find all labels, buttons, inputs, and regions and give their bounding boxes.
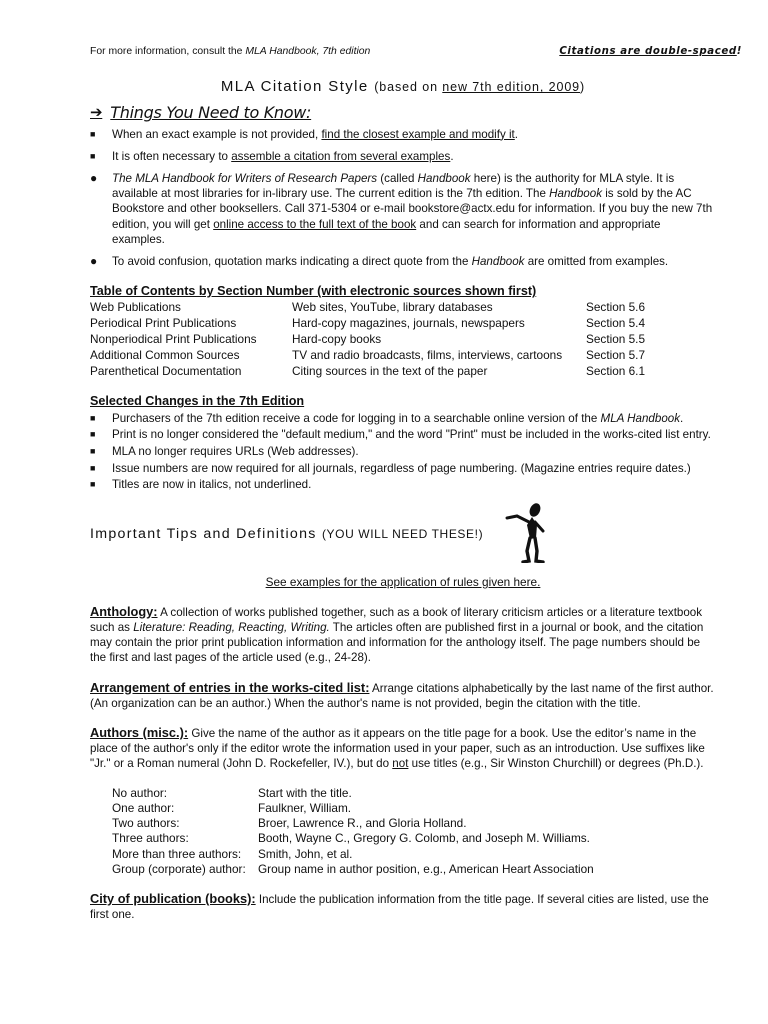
- table-row: More than three authors: Smith, John, et al.: [112, 846, 353, 861]
- page-title: MLA Citation Style (based on new 7th edition, 2009): [220, 78, 586, 96]
- things-heading: ➔ Things You Need to Know:: [90, 103, 312, 123]
- examples-note: See examples for the application of rules given here.: [265, 574, 541, 589]
- list-item: ■ It is often necessary to assemble a citation from several examples.: [90, 149, 454, 163]
- header-note: For more information, consult the MLA Handbook, 7th edition: [90, 46, 371, 57]
- table-row: Web Publications Web sites, YouTube, library databases Section 5.6: [90, 300, 646, 315]
- round-bullet-icon: ●: [90, 171, 98, 186]
- table-row: Three authors: Booth, Wayne C., Gregory G. Colomb, and Joseph M. Williams.: [112, 831, 590, 846]
- title-edition: (based on new 7th edition, 2009): [374, 80, 586, 95]
- table-row: Parenthetical Documentation Citing sources in the text of the paper Section 6.1: [90, 364, 646, 379]
- table-row: One author: Faulkner, William.: [112, 800, 352, 815]
- arrow-right-icon: ➔: [90, 103, 103, 122]
- square-bullet-icon: ■: [90, 150, 96, 161]
- square-bullet-icon: ■: [90, 446, 96, 457]
- list-item: ■ Purchasers of the 7th edition receive a code for logging in to a searchable online version of the MLA Handbook.: [90, 411, 684, 425]
- changes-list: [90, 411, 716, 493]
- city-definition: City of publication (books): Include the publication information from the title page. If several cities are listed, use the first one.: [90, 890, 709, 922]
- author-examples-table: [112, 786, 594, 877]
- list-item: ■ When an exact example is not provided, find the closest example and modify it.: [90, 127, 519, 141]
- table-row: Additional Common Sources TV and radio broadcasts, films, interviews, cartoons Section 5.7: [90, 348, 646, 363]
- table-row: Periodical Print Publications Hard-copy magazines, journals, newspapers Section 5.4: [90, 316, 646, 331]
- table-row: Group (corporate) author: Group name in author position, e.g., American Heart Association: [112, 861, 594, 876]
- square-bullet-icon: ■: [90, 462, 96, 473]
- list-item: ■ MLA no longer requires URLs (Web addresses).: [90, 445, 359, 459]
- page-header: [90, 44, 742, 59]
- square-bullet-icon: ■: [90, 429, 96, 440]
- list-item: ■ Titles are now in italics, not underlined.: [90, 478, 312, 492]
- square-bullet-icon: ■: [90, 412, 96, 423]
- list-item: ● To avoid confusion, quotation marks indicating a direct quote from the Handbook are omitted from examples.: [90, 254, 669, 269]
- toc-table: [90, 299, 716, 379]
- tips-heading: Important Tips and Definitions (YOU WILL NEED THESE!): [90, 513, 716, 563]
- table-row: Nonperiodical Print Publications Hard-copy books Section 5.5: [90, 332, 646, 347]
- table-row: No author: Start with the title.: [112, 785, 352, 800]
- list-item: ■ Issue numbers are now required for all journals, regardless of page numbering. (Magazine entries require dates.): [90, 461, 691, 475]
- anthology-definition: Anthology: A collection of works published together, such as a book of literary criticism articles or a literature textbook such as Literature: Reading, Reacting, Writing. The articles often are published first in a journal or book, and the citation may contain the prior print publication information and information for the anthology itself. The page numbers should be the first and last pages of the article used (e.g., 24-28).: [90, 603, 704, 665]
- square-bullet-icon: ■: [90, 128, 96, 139]
- table-row: Two authors: Broer, Lawrence R., and Gloria Holland.: [112, 816, 467, 831]
- authors-definition: Authors (misc.): Give the name of the author as it appears on the title page for a book. Use the editor’s name in the place of the author's only if the editor wrote the information used in your paper, such as an introduction. Use suffixes like "Jr." or a Roman numeral (John D. Rockefeller, IV.), but do not use titles (e.g., Sir Winston Churchill) or degrees (Ph.D.).: [90, 725, 705, 771]
- things-list: [90, 127, 716, 270]
- arrangement-definition: Arrangement of entries in the works-cited list: Arrange citations alphabetically by the last name of the first author. (An organization can be an author.) When the author's name is not provided, begin the citation with the title.: [90, 679, 714, 710]
- round-bullet-icon: ●: [90, 254, 98, 269]
- changes-heading: Selected Changes in the 7th Edition: [90, 394, 305, 409]
- list-item: ● The MLA Handbook for Writers of Research Papers (called Handbook here) is the authority for MLA style. It is available at most libraries for in-library use. The current edition is the 7th edition. The Handbook is sold by the AC Bookstore and other booksellers. Call 371-5304 or e-mail bookstore@actx.edu for information. If you buy the new 7th edition, you will get online access to the full text of the book and can search for information and appropriate examples.: [90, 171, 713, 246]
- pointing-stick-figure-icon: [503, 501, 553, 563]
- double-spaced-note: Citations are double-spaced!: [559, 46, 742, 57]
- square-bullet-icon: ■: [90, 479, 96, 490]
- list-item: ■ Print is no longer considered the "default medium," and the word "Print" must be included in the works-cited list entry.: [90, 428, 711, 442]
- toc-heading: Table of Contents by Section Number (with electronic sources shown first): [90, 284, 537, 299]
